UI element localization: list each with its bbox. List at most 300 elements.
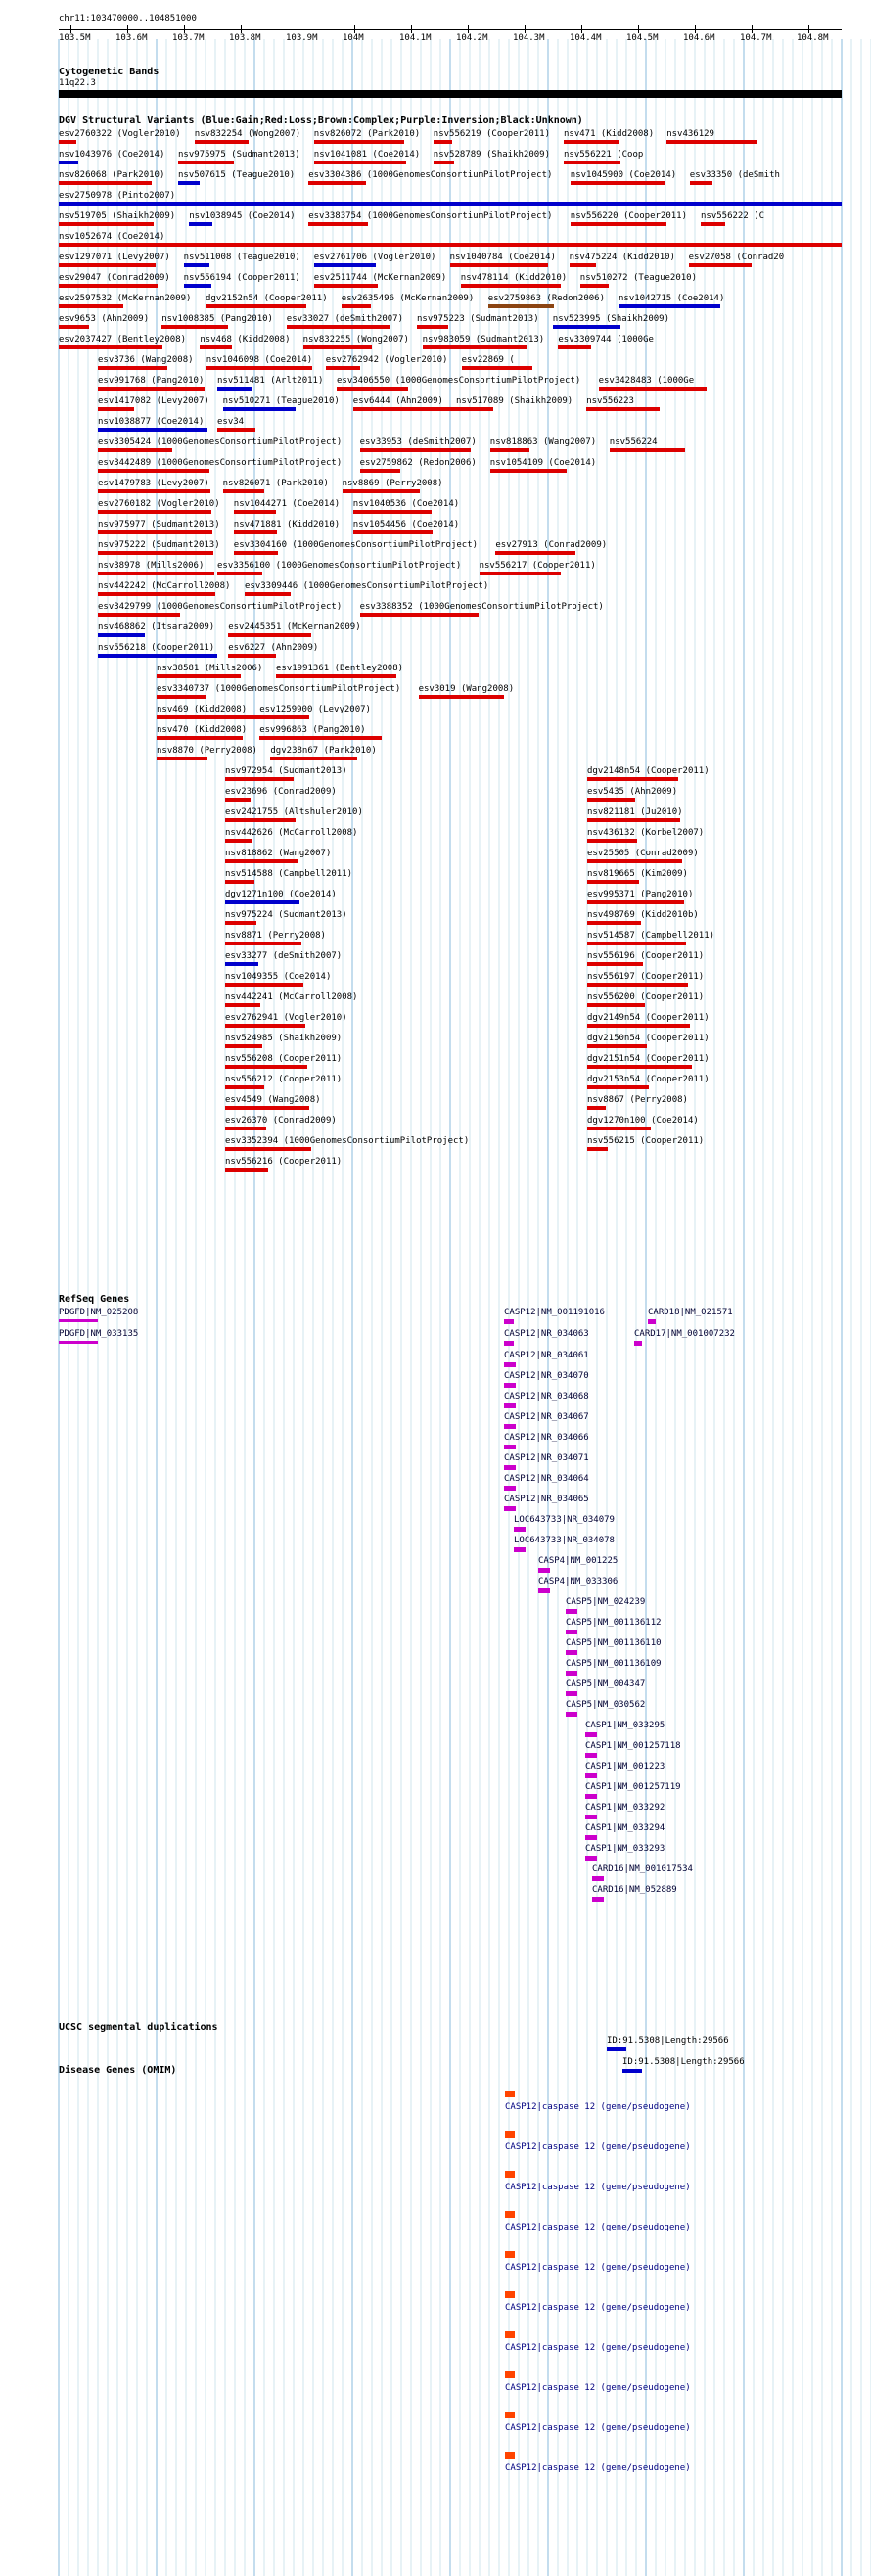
dgv-variant-bar[interactable] [217, 572, 262, 575]
omim-gene-glyph[interactable] [505, 2131, 515, 2138]
dgv-variant-bar[interactable] [490, 448, 529, 452]
dgv-variant-bar[interactable] [564, 140, 619, 144]
dgv-variant-bar[interactable] [587, 1147, 608, 1151]
dgv-variant-bar[interactable] [178, 181, 200, 185]
dgv-variant-label[interactable]: esv3383754 (1000GenomesConsortiumPilotProject) [308, 211, 553, 221]
refseq-gene-label[interactable]: PDGFD|NM_025208 [59, 1308, 139, 1317]
dgv-variant-bar[interactable] [225, 798, 251, 802]
dgv-variant-bar[interactable] [360, 613, 479, 617]
refseq-gene-glyph[interactable] [504, 1465, 516, 1470]
refseq-gene-label[interactable]: CASP5|NM_001136109 [566, 1659, 662, 1669]
dgv-variant-bar[interactable] [59, 202, 842, 206]
refseq-gene-glyph[interactable] [585, 1732, 597, 1737]
ruler-tick-label[interactable]: 104.3M [513, 33, 545, 43]
ruler-tick-label[interactable]: 104.4M [570, 33, 602, 43]
dgv-variant-bar[interactable] [587, 1024, 690, 1028]
refseq-gene-label[interactable]: CASP1|NM_033294 [585, 1823, 665, 1833]
dgv-variant-label[interactable]: nsv470 (Kidd2008) [157, 725, 248, 735]
dgv-variant-label[interactable]: nsv556200 (Cooper2011) [587, 992, 705, 1002]
dgv-variant-label[interactable]: nsv1046098 (Coe2014) [206, 355, 313, 365]
dgv-variant-bar[interactable] [587, 900, 684, 904]
dgv-variant-label[interactable]: esv2760322 (Vogler2010) [59, 129, 181, 139]
dgv-variant-label[interactable]: nsv475224 (Kidd2010) [569, 253, 675, 262]
dgv-variant-bar[interactable] [337, 387, 408, 391]
dgv-variant-bar[interactable] [587, 921, 641, 925]
dgv-variant-bar[interactable] [206, 304, 306, 308]
dgv-variant-label[interactable]: esv3340737 (1000GenomesConsortiumPilotProject) [157, 684, 401, 694]
ruler-tick-label[interactable]: 103.5M [59, 33, 91, 43]
refseq-gene-label[interactable]: CASP12|NR_034071 [504, 1453, 589, 1463]
refseq-gene-label[interactable]: CASP1|NM_001257119 [585, 1782, 681, 1792]
refseq-gene-glyph[interactable] [566, 1609, 577, 1614]
dgv-variant-label[interactable]: nsv514587 (Campbell2011) [587, 931, 715, 941]
dgv-variant-bar[interactable] [98, 551, 213, 555]
dgv-variant-label[interactable]: nsv519705 (Shaikh2009) [59, 211, 176, 221]
dgv-variant-label[interactable]: esv33027 (deSmith2007) [286, 314, 404, 324]
dgv-variant-bar[interactable] [200, 345, 232, 349]
refseq-gene-label[interactable]: CARD17|NM_001007232 [634, 1329, 735, 1339]
dgv-variant-label[interactable]: esv2760182 (Vogler2010) [98, 499, 220, 509]
dgv-variant-bar[interactable] [225, 900, 299, 904]
dgv-variant-label[interactable]: nsv975222 (Sudmant2013) [98, 540, 220, 550]
dgv-variant-bar[interactable] [98, 489, 210, 493]
dgv-variant-label[interactable]: esv22869 ( [461, 355, 515, 365]
omim-gene-label[interactable]: CASP12|caspase 12 (gene/pseudogene) [505, 2463, 691, 2473]
segdup-bar[interactable] [622, 2069, 642, 2073]
dgv-variant-bar[interactable] [571, 181, 665, 185]
dgv-variant-bar[interactable] [59, 325, 89, 329]
dgv-variant-bar[interactable] [225, 1106, 309, 1110]
dgv-variant-label[interactable]: nsv8867 (Perry2008) [587, 1095, 688, 1105]
dgv-variant-label[interactable]: esv6227 (Ahn2009) [228, 643, 319, 653]
dgv-variant-label[interactable]: nsv556197 (Cooper2011) [587, 972, 705, 982]
dgv-variant-label[interactable]: dgv2149n54 (Cooper2011) [587, 1013, 710, 1023]
dgv-variant-label[interactable]: nsv1049355 (Coe2014) [225, 972, 332, 982]
dgv-variant-bar[interactable] [462, 366, 532, 370]
refseq-gene-label[interactable]: CASP4|NM_001225 [538, 1556, 619, 1566]
omim-gene-glyph[interactable] [505, 2452, 515, 2459]
dgv-variant-label[interactable]: nsv826068 (Park2010) [59, 170, 165, 180]
dgv-variant-label[interactable]: esv2761706 (Vogler2010) [313, 253, 436, 262]
omim-gene-glyph[interactable] [505, 2412, 515, 2418]
omim-gene-label[interactable]: CASP12|caspase 12 (gene/pseudogene) [505, 2303, 691, 2313]
refseq-gene-label[interactable]: CASP5|NM_004347 [566, 1679, 646, 1689]
dgv-variant-bar[interactable] [666, 140, 757, 144]
refseq-gene-glyph[interactable] [566, 1630, 577, 1634]
dgv-variant-label[interactable]: nsv556216 (Cooper2011) [225, 1157, 343, 1167]
dgv-variant-bar[interactable] [308, 222, 368, 226]
dgv-variant-bar[interactable] [564, 161, 620, 164]
dgv-variant-label[interactable]: nsv510271 (Teague2010) [222, 396, 340, 406]
dgv-variant-bar[interactable] [157, 757, 207, 760]
refseq-gene-glyph[interactable] [566, 1691, 577, 1696]
refseq-gene-glyph[interactable] [585, 1835, 597, 1840]
refseq-gene-label[interactable]: CARD18|NM_021571 [648, 1308, 733, 1317]
dgv-variant-bar[interactable] [360, 448, 471, 452]
dgv-variant-label[interactable]: nsv1041081 (Coe2014) [313, 150, 421, 160]
dgv-variant-bar[interactable] [98, 510, 211, 514]
dgv-variant-bar[interactable] [59, 161, 78, 164]
dgv-variant-label[interactable]: esv2597532 (McKernan2009) [59, 294, 192, 303]
dgv-variant-label[interactable]: nsv556220 (Cooper2011) [570, 211, 688, 221]
dgv-variant-label[interactable]: nsv821181 (Ju2010) [587, 807, 683, 817]
dgv-variant-bar[interactable] [558, 345, 591, 349]
dgv-variant-label[interactable]: nsv38978 (Mills2006) [98, 561, 205, 571]
dgv-variant-bar[interactable] [587, 798, 635, 802]
dgv-variant-label[interactable]: esv996863 (Pang2010) [259, 725, 366, 735]
refseq-gene-glyph[interactable] [634, 1341, 642, 1346]
ruler-tick-label[interactable]: 103.9M [286, 33, 318, 43]
dgv-variant-label[interactable]: nsv442241 (McCarroll2008) [225, 992, 358, 1002]
dgv-variant-bar[interactable] [689, 263, 752, 267]
dgv-variant-label[interactable]: nsv556221 (Coop [564, 150, 644, 160]
dgv-variant-label[interactable]: esv995371 (Pang2010) [587, 890, 694, 899]
dgv-variant-label[interactable]: nsv556222 (C [701, 211, 765, 221]
dgv-variant-bar[interactable] [450, 263, 548, 267]
dgv-variant-bar[interactable] [223, 489, 264, 493]
refseq-gene-label[interactable]: CASP1|NM_033292 [585, 1803, 665, 1813]
dgv-variant-label[interactable]: nsv498769 (Kidd2010b) [587, 910, 699, 920]
dgv-variant-bar[interactable] [206, 366, 312, 370]
dgv-variant-bar[interactable] [276, 674, 396, 678]
dgv-variant-bar[interactable] [587, 818, 680, 822]
dgv-variant-bar[interactable] [270, 757, 357, 760]
refseq-gene-glyph[interactable] [504, 1383, 516, 1388]
dgv-variant-label[interactable]: nsv1042715 (Coe2014) [619, 294, 725, 303]
dgv-variant-bar[interactable] [580, 284, 609, 288]
refseq-gene-label[interactable]: CASP4|NM_033306 [538, 1577, 619, 1587]
ruler-tick-label[interactable]: 104.6M [683, 33, 715, 43]
refseq-gene-label[interactable]: CARD16|NM_001017534 [592, 1864, 693, 1874]
dgv-variant-label[interactable]: esv33953 (deSmith2007) [359, 437, 477, 447]
dgv-variant-bar[interactable] [59, 243, 842, 247]
dgv-variant-bar[interactable] [59, 140, 76, 144]
dgv-variant-label[interactable]: esv2762942 (Vogler2010) [325, 355, 448, 365]
dgv-variant-label[interactable]: nsv556219 (Cooper2011) [433, 129, 551, 139]
dgv-variant-label[interactable]: dgv2150n54 (Cooper2011) [587, 1034, 710, 1043]
dgv-variant-bar[interactable] [234, 551, 278, 555]
dgv-variant-bar[interactable] [98, 530, 212, 534]
dgv-variant-bar[interactable] [587, 1003, 645, 1007]
dgv-variant-label[interactable]: nsv556223 [586, 396, 634, 406]
dgv-variant-label[interactable]: esv1991361 (Bentley2008) [276, 664, 404, 673]
dgv-variant-label[interactable]: esv991768 (Pang2010) [98, 376, 205, 386]
dgv-variant-bar[interactable] [314, 140, 404, 144]
refseq-gene-glyph[interactable] [585, 1753, 597, 1758]
dgv-variant-label[interactable]: nsv975977 (Sudmant2013) [98, 520, 220, 529]
dgv-variant-bar[interactable] [456, 407, 493, 411]
dgv-variant-label[interactable]: nsv468 (Kidd2008) [200, 335, 291, 345]
ruler-tick-label[interactable]: 104.2M [456, 33, 488, 43]
dgv-variant-label[interactable]: nsv523995 (Shaikh2009) [552, 314, 670, 324]
dgv-variant-label[interactable]: nsv556196 (Cooper2011) [587, 951, 705, 961]
dgv-variant-bar[interactable] [98, 633, 145, 637]
omim-gene-label[interactable]: CASP12|caspase 12 (gene/pseudogene) [505, 2102, 691, 2112]
refseq-gene-label[interactable]: CASP1|NM_001257118 [585, 1741, 681, 1751]
dgv-variant-bar[interactable] [586, 407, 660, 411]
dgv-variant-label[interactable]: esv3305424 (1000GenomesConsortiumPilotProject) [98, 437, 343, 447]
dgv-variant-bar[interactable] [225, 1147, 311, 1151]
dgv-variant-label[interactable]: nsv819665 (Kim2009) [587, 869, 688, 879]
ruler-tick-label[interactable]: 103.6M [115, 33, 148, 43]
dgv-variant-label[interactable]: nsv1052674 (Coe2014) [59, 232, 165, 242]
refseq-gene-glyph[interactable] [585, 1773, 597, 1778]
dgv-variant-bar[interactable] [184, 284, 211, 288]
refseq-gene-label[interactable]: CASP12|NR_034070 [504, 1371, 589, 1381]
dgv-variant-label[interactable]: nsv556215 (Cooper2011) [587, 1136, 705, 1146]
refseq-gene-glyph[interactable] [585, 1794, 597, 1799]
dgv-variant-bar[interactable] [228, 633, 311, 637]
dgv-variant-label[interactable]: esv27913 (Conrad2009) [495, 540, 608, 550]
dgv-variant-label[interactable]: dgv2148n54 (Cooper2011) [587, 766, 710, 776]
dgv-variant-bar[interactable] [553, 325, 620, 329]
dgv-variant-bar[interactable] [157, 695, 206, 699]
dgv-variant-bar[interactable] [225, 859, 298, 863]
dgv-variant-label[interactable]: nsv1054109 (Coe2014) [489, 458, 597, 468]
dgv-variant-label[interactable]: nsv524985 (Shaikh2009) [225, 1034, 343, 1043]
ruler-tick-label[interactable]: 104.7M [740, 33, 772, 43]
dgv-variant-label[interactable]: dgv2153n54 (Cooper2011) [587, 1075, 710, 1084]
dgv-variant-bar[interactable] [587, 1085, 649, 1089]
omim-gene-label[interactable]: CASP12|caspase 12 (gene/pseudogene) [505, 2383, 691, 2393]
dgv-variant-bar[interactable] [303, 345, 372, 349]
dgv-variant-bar[interactable] [59, 263, 156, 267]
refseq-gene-glyph[interactable] [538, 1588, 550, 1593]
refseq-gene-label[interactable]: CASP12|NM_001191016 [504, 1308, 605, 1317]
dgv-variant-label[interactable]: nsv442242 (McCarroll2008) [98, 581, 231, 591]
dgv-variant-bar[interactable] [98, 387, 205, 391]
refseq-gene-label[interactable]: PDGFD|NM_033135 [59, 1329, 139, 1339]
dgv-variant-bar[interactable] [353, 530, 433, 534]
dgv-variant-label[interactable]: esv6444 (Ahn2009) [352, 396, 443, 406]
dgv-variant-label[interactable]: nsv1043976 (Coe2014) [59, 150, 165, 160]
refseq-gene-glyph[interactable] [504, 1319, 514, 1324]
dgv-variant-bar[interactable] [225, 818, 296, 822]
refseq-gene-glyph[interactable] [504, 1445, 516, 1449]
dgv-variant-bar[interactable] [225, 962, 258, 966]
omim-gene-glyph[interactable] [505, 2211, 515, 2218]
dgv-variant-bar[interactable] [587, 942, 686, 945]
omim-gene-glyph[interactable] [505, 2371, 515, 2378]
dgv-variant-label[interactable]: esv3019 (Wang2008) [418, 684, 515, 694]
dgv-variant-bar[interactable] [587, 983, 688, 987]
dgv-variant-bar[interactable] [353, 510, 432, 514]
dgv-variant-label[interactable]: esv2511744 (McKernan2009) [313, 273, 447, 283]
refseq-gene-label[interactable]: CASP1|NM_033295 [585, 1721, 665, 1730]
dgv-variant-label[interactable]: esv3442489 (1000GenomesConsortiumPilotProject) [98, 458, 343, 468]
dgv-variant-bar[interactable] [189, 222, 212, 226]
dgv-variant-label[interactable]: nsv514588 (Campbell2011) [225, 869, 353, 879]
dgv-variant-bar[interactable] [461, 284, 561, 288]
dgv-variant-label[interactable]: nsv1054456 (Coe2014) [352, 520, 460, 529]
dgv-variant-label[interactable]: nsv1008385 (Pang2010) [161, 314, 273, 324]
dgv-variant-bar[interactable] [225, 942, 301, 945]
dgv-variant-bar[interactable] [59, 304, 123, 308]
refseq-gene-glyph[interactable] [514, 1527, 526, 1532]
omim-gene-label[interactable]: CASP12|caspase 12 (gene/pseudogene) [505, 2423, 691, 2433]
omim-gene-glyph[interactable] [505, 2251, 515, 2258]
dgv-variant-bar[interactable] [587, 1127, 651, 1130]
refseq-gene-label[interactable]: CASP1|NM_033293 [585, 1844, 665, 1854]
refseq-gene-glyph[interactable] [566, 1650, 577, 1655]
ruler-title[interactable]: chr11:103470000..104851000 [59, 14, 197, 23]
dgv-variant-bar[interactable] [245, 592, 291, 596]
dgv-variant-bar[interactable] [225, 839, 252, 843]
dgv-variant-label[interactable]: dgv238n67 (Park2010) [270, 746, 377, 756]
dgv-variant-label[interactable]: nsv556208 (Cooper2011) [225, 1054, 343, 1064]
dgv-variant-bar[interactable] [259, 715, 309, 719]
dgv-variant-bar[interactable] [308, 181, 366, 185]
dgv-variant-label[interactable]: nsv975224 (Sudmant2013) [225, 910, 347, 920]
dgv-variant-label[interactable]: nsv510272 (Teague2010) [579, 273, 698, 283]
dgv-variant-label[interactable]: esv2762941 (Vogler2010) [225, 1013, 347, 1023]
dgv-variant-label[interactable]: esv1297071 (Levy2007) [59, 253, 170, 262]
refseq-gene-label[interactable]: CASP12|NR_034064 [504, 1474, 589, 1484]
dgv-variant-label[interactable]: esv3304386 (1000GenomesConsortiumPilotProject) [308, 170, 553, 180]
dgv-variant-bar[interactable] [225, 1044, 262, 1048]
ruler-tick-label[interactable]: 104.5M [626, 33, 659, 43]
dgv-variant-bar[interactable] [619, 304, 720, 308]
omim-gene-glyph[interactable] [505, 2171, 515, 2178]
omim-gene-label[interactable]: CASP12|caspase 12 (gene/pseudogene) [505, 2343, 691, 2353]
refseq-gene-glyph[interactable] [504, 1403, 516, 1408]
refseq-gene-glyph[interactable] [648, 1319, 656, 1324]
dgv-variant-bar[interactable] [225, 1168, 268, 1172]
dgv-variant-label[interactable]: nsv8869 (Perry2008) [342, 479, 443, 488]
dgv-variant-label[interactable]: esv1259900 (Levy2007) [259, 705, 371, 714]
dgv-variant-bar[interactable] [98, 592, 215, 596]
dgv-variant-label[interactable]: esv9653 (Ahn2009) [59, 314, 150, 324]
dgv-variant-label[interactable]: esv2635496 (McKernan2009) [341, 294, 475, 303]
dgv-variant-label[interactable]: nsv8871 (Perry2008) [225, 931, 326, 941]
dgv-variant-bar[interactable] [360, 469, 400, 473]
dgv-variant-label[interactable]: nsv8870 (Perry2008) [157, 746, 257, 756]
dgv-variant-bar[interactable] [225, 1065, 307, 1069]
dgv-variant-label[interactable]: dgv1270n100 (Coe2014) [587, 1116, 699, 1126]
dgv-variant-label[interactable]: nsv1044271 (Coe2014) [233, 499, 341, 509]
dgv-variant-bar[interactable] [343, 489, 420, 493]
dgv-variant-label[interactable]: nsv1045900 (Coe2014) [570, 170, 677, 180]
dgv-variant-label[interactable]: esv3304160 (1000GenomesConsortiumPilotProject) [233, 540, 479, 550]
dgv-variant-label[interactable]: nsv471881 (Kidd2010) [233, 520, 341, 529]
dgv-variant-bar[interactable] [495, 551, 575, 555]
dgv-variant-bar[interactable] [59, 181, 152, 185]
dgv-variant-bar[interactable] [234, 510, 276, 514]
dgv-variant-bar[interactable] [587, 962, 643, 966]
dgv-variant-label[interactable]: nsv975223 (Sudmant2013) [417, 314, 539, 324]
refseq-gene-glyph[interactable] [504, 1341, 514, 1346]
dgv-variant-bar[interactable] [225, 1127, 266, 1130]
dgv-variant-label[interactable]: nsv556217 (Cooper2011) [479, 561, 596, 571]
dgv-variant-label[interactable]: dgv2152n54 (Cooper2011) [206, 294, 328, 303]
refseq-gene-label[interactable]: CASP1|NM_001223 [585, 1762, 665, 1771]
dgv-variant-bar[interactable] [217, 387, 252, 391]
refseq-gene-glyph[interactable] [504, 1506, 516, 1511]
refseq-gene-glyph[interactable] [566, 1671, 577, 1676]
dgv-variant-bar[interactable] [225, 1085, 264, 1089]
omim-gene-label[interactable]: CASP12|caspase 12 (gene/pseudogene) [505, 2263, 691, 2273]
dgv-variant-label[interactable]: esv33277 (deSmith2007) [225, 951, 343, 961]
dgv-variant-label[interactable]: esv2037427 (Bentley2008) [59, 335, 187, 345]
dgv-variant-label[interactable]: nsv511481 (Arlt2011) [217, 376, 324, 386]
dgv-variant-label[interactable]: esv2750978 (Pinto2007) [59, 191, 176, 201]
dgv-variant-bar[interactable] [587, 839, 637, 843]
dgv-variant-bar[interactable] [419, 695, 504, 699]
omim-gene-label[interactable]: CASP12|caspase 12 (gene/pseudogene) [505, 2223, 691, 2232]
dgv-variant-bar[interactable] [225, 921, 256, 925]
omim-gene-glyph[interactable] [505, 2291, 515, 2298]
dgv-variant-label[interactable]: nsv832254 (Wong2007) [194, 129, 301, 139]
segdup-bar[interactable] [607, 2047, 626, 2051]
dgv-variant-label[interactable]: nsv818863 (Wang2007) [489, 437, 597, 447]
dgv-variant-bar[interactable] [225, 880, 254, 884]
refseq-gene-label[interactable]: CASP12|NR_034063 [504, 1329, 589, 1339]
dgv-variant-bar[interactable] [225, 983, 303, 987]
dgv-variant-bar[interactable] [259, 736, 382, 740]
dgv-variant-label[interactable]: dgv2151n54 (Cooper2011) [587, 1054, 710, 1064]
refseq-gene-label[interactable]: LOC643733|NR_034079 [514, 1515, 615, 1525]
refseq-gene-label[interactable]: CASP5|NM_024239 [566, 1597, 646, 1607]
ruler-tick-label[interactable]: 103.8M [229, 33, 261, 43]
dgv-variant-bar[interactable] [610, 448, 685, 452]
refseq-gene-label[interactable]: CASP5|NM_030562 [566, 1700, 646, 1710]
ruler-tick-label[interactable]: 103.7M [172, 33, 205, 43]
dgv-variant-bar[interactable] [157, 674, 241, 678]
refseq-gene-label[interactable]: CASP5|NM_001136110 [566, 1638, 662, 1648]
dgv-variant-label[interactable]: nsv507615 (Teague2010) [178, 170, 296, 180]
dgv-variant-bar[interactable] [587, 859, 682, 863]
refseq-gene-glyph[interactable] [504, 1486, 516, 1491]
refseq-gene-glyph[interactable] [538, 1568, 550, 1573]
refseq-gene-glyph[interactable] [585, 1856, 597, 1861]
dgv-variant-bar[interactable] [417, 325, 448, 329]
dgv-variant-label[interactable]: nsv826072 (Park2010) [313, 129, 421, 139]
dgv-variant-label[interactable]: nsv471 (Kidd2008) [564, 129, 655, 139]
dgv-variant-bar[interactable] [228, 654, 276, 658]
dgv-variant-bar[interactable] [570, 263, 596, 267]
ruler-tick-label[interactable]: 104.8M [797, 33, 829, 43]
dgv-variant-label[interactable]: nsv1040784 (Coe2014) [449, 253, 556, 262]
refseq-gene-glyph[interactable] [592, 1876, 604, 1881]
dgv-variant-bar[interactable] [98, 407, 134, 411]
cytoband-bar[interactable] [59, 90, 842, 98]
dgv-variant-label[interactable]: nsv478114 (Kidd2010) [460, 273, 568, 283]
dgv-variant-label[interactable]: esv3429799 (1000GenomesConsortiumPilotProject) [98, 602, 343, 612]
refseq-gene-glyph[interactable] [59, 1341, 98, 1344]
dgv-variant-bar[interactable] [326, 366, 360, 370]
dgv-variant-label[interactable]: esv34 [217, 417, 245, 427]
dgv-variant-label[interactable]: esv27058 (Conrad20 [688, 253, 785, 262]
dgv-variant-bar[interactable] [225, 1003, 260, 1007]
dgv-variant-bar[interactable] [217, 428, 255, 432]
dgv-variant-bar[interactable] [587, 880, 639, 884]
dgv-variant-label[interactable]: esv3736 (Wang2008) [98, 355, 194, 365]
dgv-variant-bar[interactable] [287, 325, 390, 329]
dgv-variant-label[interactable]: nsv442626 (McCarroll2008) [225, 828, 358, 838]
dgv-variant-label[interactable]: nsv38581 (Mills2006) [157, 664, 263, 673]
dgv-variant-bar[interactable] [314, 284, 378, 288]
dgv-variant-label[interactable]: nsv436132 (Korbel2007) [587, 828, 705, 838]
dgv-variant-bar[interactable] [223, 407, 296, 411]
refseq-gene-label[interactable]: CASP12|NR_034067 [504, 1412, 589, 1422]
dgv-variant-bar[interactable] [98, 469, 209, 473]
dgv-variant-label[interactable]: esv2759862 (Redon2006) [359, 458, 477, 468]
refseq-gene-glyph[interactable] [504, 1362, 516, 1367]
dgv-variant-bar[interactable] [59, 284, 158, 288]
dgv-variant-bar[interactable] [184, 263, 209, 267]
refseq-gene-label[interactable]: CASP12|NR_034066 [504, 1433, 589, 1443]
refseq-gene-label[interactable]: CASP12|NR_034065 [504, 1495, 589, 1504]
